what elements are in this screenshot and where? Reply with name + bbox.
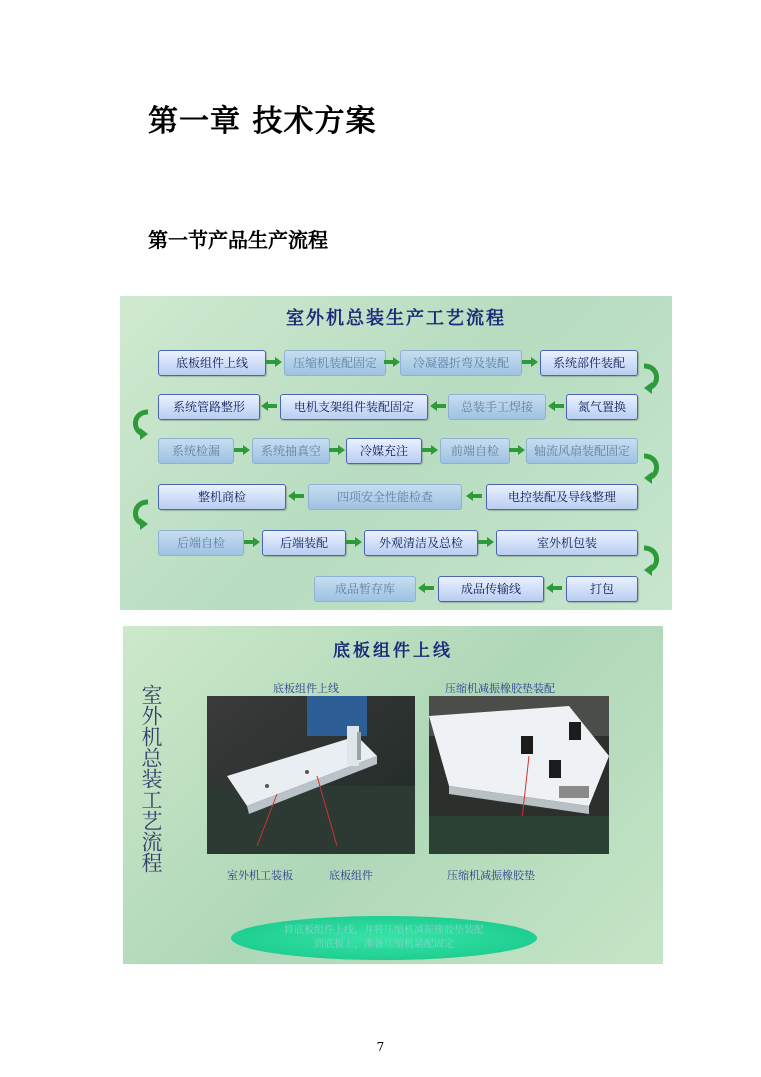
left-arrow-icon <box>546 583 562 593</box>
turn-arrow-icon <box>128 498 150 532</box>
turn-arrow-icon <box>642 452 664 486</box>
photo-base-plate <box>207 696 415 854</box>
flow-step: 总装手工焊接 <box>448 394 546 420</box>
flow-step: 冷凝器折弯及装配 <box>400 350 522 376</box>
flow-step: 底板组件上线 <box>158 350 266 376</box>
caption-right-bottom: 压缩机减振橡胶垫 <box>447 869 535 882</box>
flow-step: 后端自检 <box>158 530 244 556</box>
flow-step: 外观清洁及总检 <box>364 530 478 556</box>
flow-step: 系统抽真空 <box>252 438 330 464</box>
caption-left-top: 底板组件上线 <box>273 682 339 695</box>
flow-step: 成品传输线 <box>438 576 544 602</box>
flow-step: 冷媒充注 <box>346 438 422 464</box>
left-arrow-icon <box>548 401 564 411</box>
caption-left-bottom-2: 底板组件 <box>329 869 373 882</box>
caption-left-bottom-1: 室外机工装板 <box>227 869 293 882</box>
right-arrow-icon <box>346 537 362 547</box>
flow-step: 整机商检 <box>158 484 286 510</box>
left-arrow-icon <box>418 583 434 593</box>
flow-step: 系统管路整形 <box>158 394 260 420</box>
left-arrow-icon <box>430 401 446 411</box>
right-arrow-icon <box>266 357 282 367</box>
flow-step: 电控装配及导线整理 <box>486 484 638 510</box>
flow-step: 成品暂存库 <box>314 576 416 602</box>
left-arrow-icon <box>466 491 482 501</box>
caption-right-top: 压缩机减振橡胶垫装配 <box>445 682 555 695</box>
right-arrow-icon <box>384 357 400 367</box>
left-arrow-icon <box>261 401 277 411</box>
side-label: 室外机总装工艺流程 <box>139 684 163 873</box>
turn-arrow-icon <box>642 544 664 578</box>
note-line-2: 到底板上，准备压缩机装配固定 <box>314 939 454 950</box>
flow-title: 室外机总装生产工艺流程 <box>286 308 506 329</box>
chapter-title: 第一章 技术方案 <box>148 104 377 139</box>
flow-step: 氮气置换 <box>566 394 638 420</box>
flow-step: 室外机包装 <box>496 530 638 556</box>
flow-step: 轴流风扇装配固定 <box>526 438 638 464</box>
photo-slide <box>123 626 663 964</box>
flow-step: 后端装配 <box>262 530 346 556</box>
flow-step: 系统检漏 <box>158 438 234 464</box>
flow-step: 前端自检 <box>440 438 510 464</box>
page-number: 7 <box>376 1040 385 1054</box>
right-arrow-icon <box>422 445 438 455</box>
left-arrow-icon <box>288 491 304 501</box>
note-ellipse <box>231 916 537 960</box>
flow-step: 系统部件装配 <box>540 350 638 376</box>
right-arrow-icon <box>522 357 538 367</box>
right-arrow-icon <box>509 445 525 455</box>
right-arrow-icon <box>329 445 345 455</box>
process-flow-figure <box>120 296 672 610</box>
note-line-1: 将底板组件上线，并将压缩机减振橡胶垫装配 <box>284 925 484 936</box>
turn-arrow-icon <box>128 408 150 442</box>
photo-compressor-rubber-pad <box>429 696 609 854</box>
section-title: 第一节产品生产流程 <box>148 228 328 252</box>
right-arrow-icon <box>478 537 494 547</box>
turn-arrow-icon <box>642 362 664 396</box>
right-arrow-icon <box>244 537 260 547</box>
flow-step: 打包 <box>566 576 638 602</box>
flow-step: 电机支架组件装配固定 <box>280 394 428 420</box>
right-arrow-icon <box>234 445 250 455</box>
flow-step: 四项安全性能检查 <box>308 484 462 510</box>
flow-step: 压缩机装配固定 <box>284 350 386 376</box>
photo-slide-title: 底板组件上线 <box>333 641 453 661</box>
